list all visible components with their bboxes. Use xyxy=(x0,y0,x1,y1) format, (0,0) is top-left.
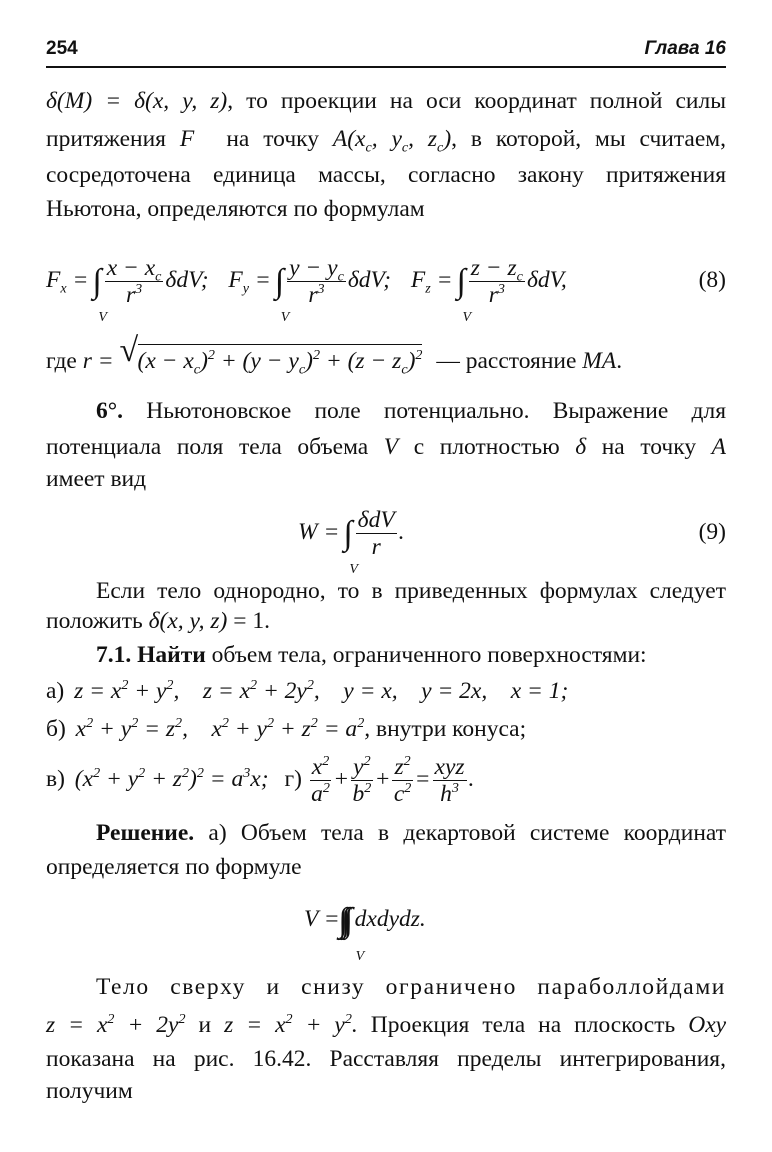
closing-line3: показана на рис. 16.42. Расставляя пределы интегрирования, xyxy=(46,1046,726,1072)
closing-line4: получим xyxy=(46,1078,133,1104)
header-rule xyxy=(46,66,726,68)
solution-line2: определяется по формуле xyxy=(46,854,302,880)
equation-8: $F_x$ = ∫ V $\frac{x - x_c}{r^3}$ δdV; $F_y$ = ∫ V $\frac{y - y_c}{r^3}$ δdV; $F_z$ = ∫ V $\frac{z - z_c}{r^3}$ δdV, (8) xyxy=(46,250,726,320)
formula-force-vector: F⃗ xyxy=(179,126,213,152)
section6-line2: потенциала поля тела объема V с плотностью δ на точку A xyxy=(46,434,727,460)
homog-line1: Если тело однородно, то в приведенных формулах следует xyxy=(96,578,726,604)
chapter-title: Глава 16 xyxy=(644,38,726,59)
equation-9: W = ∫ V $\frac{\text{δdV}}{r}$ . (9) xyxy=(46,502,726,572)
para1-line4: Ньютона, определяются по формулам xyxy=(46,196,425,222)
section6-line3: имеет вид xyxy=(46,466,147,492)
formula-distance: √ $(x - x_c)^2 + (y - y_c)^2 + (z - z_c)^2$ xyxy=(119,332,423,378)
running-header xyxy=(46,38,726,64)
equation-9-number: (9) xyxy=(698,519,726,545)
homog-line2: положить δ(x, y, z) = 1. xyxy=(46,608,271,634)
problem-7-1: 7.1. Найти объем тела, ограниченного поверхностями: xyxy=(96,642,647,668)
formula-point-a: $A(x_c$, $y_c$, $z_c$) xyxy=(332,126,452,156)
closing-line2: $z = x^2 + 2y^2$ и $z = x^2 + y^2$. Проекция тела на плоскость Oxy xyxy=(46,1011,727,1038)
problem-item-v-g: в) $(x^2 + y^2 + z^2)^2 = a^3x$; г) $\frac{x^2}{a^2}$ + $\frac{y^2}{b^2}$ + $\frac{z^2}{c^2}$ = $\frac{\text{xyz}}{h^3}$ . xyxy=(46,753,475,808)
distance-line: где r = √ $(x - x_c)^2 + (y - y_c)^2 + (z - z_c)^2$ — расстояние MA. xyxy=(46,332,623,378)
problem-item-b: б) $x^2 + y^2 = z^2$, $x^2 + y^2 + z^2 = a^2$, внутри конуса; xyxy=(46,715,527,742)
section6-line1: 6°. Ньютоновское поле потенциально. Выражение для xyxy=(96,398,726,424)
para1-line1: δ(M) = δ(x, y, z), то проекции на оси координат полной силы xyxy=(46,88,727,114)
equation-8-number: (8) xyxy=(698,267,726,293)
equation-volume: V = dxdydz. xyxy=(304,906,426,932)
page-number: 254 xyxy=(46,38,78,59)
closing-line1: Тело сверху и снизу ограничено параболлойдами xyxy=(96,974,726,1000)
para1-line2: притяжения F⃗ на точку $A(x_c$, $y_c$, $z_c$), в которой, мы считаем, xyxy=(46,126,727,156)
solution-line1: Решение. а) Объем тела в декартовой системе координат xyxy=(96,820,726,846)
problem-item-a: а) $z = x^2 + y^2$, $z = x^2 + 2y^2$, y = x, y = 2x, x = 1; xyxy=(46,677,569,704)
para1-line3: сосредоточена единица массы, согласно закону притяжения xyxy=(46,162,726,188)
formula-delta-m: δ(M) = δ(x, y, z) xyxy=(46,88,228,114)
